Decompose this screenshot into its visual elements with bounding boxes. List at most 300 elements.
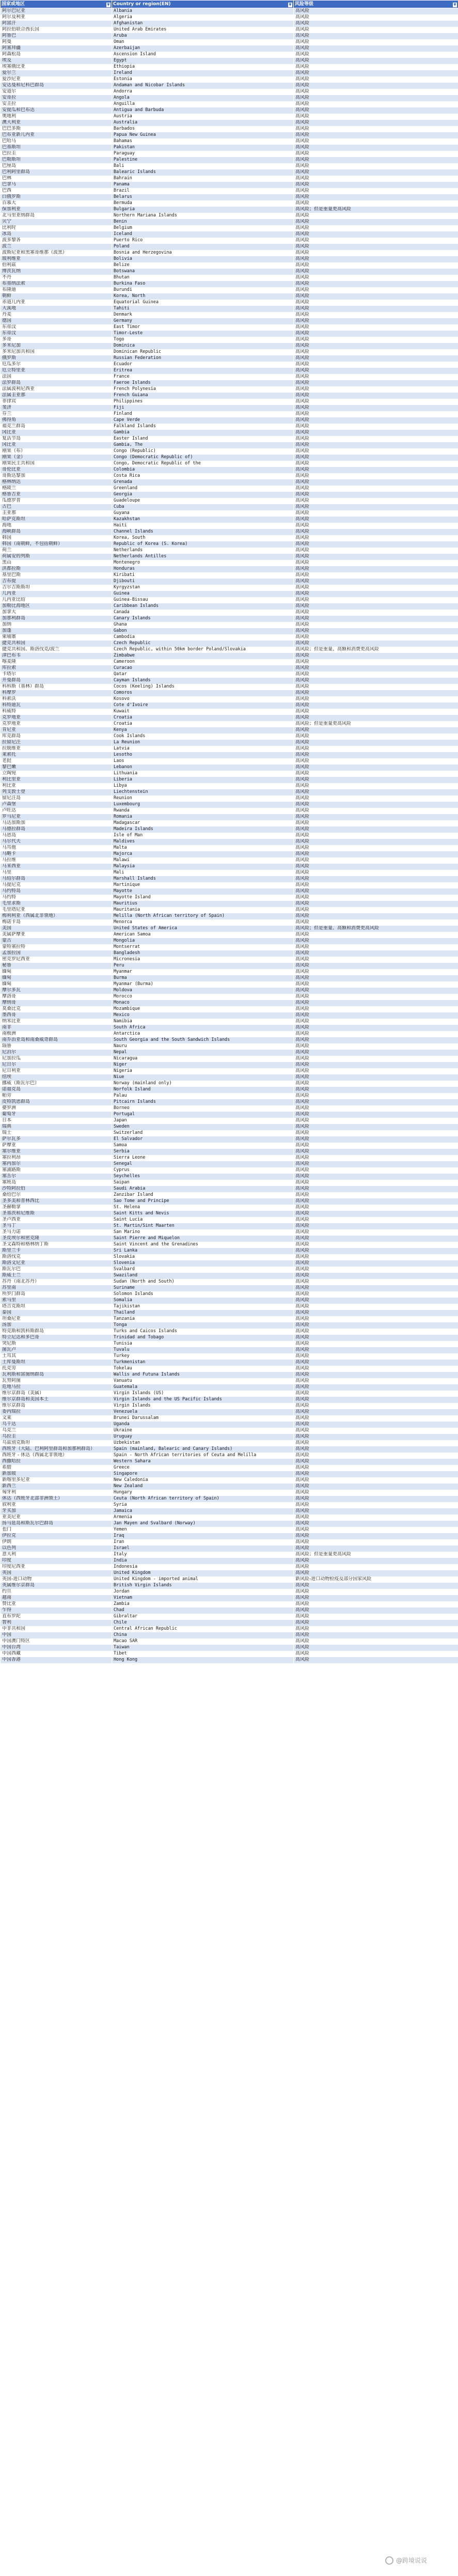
cell-country-en[interactable]: Latvia [112, 746, 294, 752]
cell-country-zh[interactable]: 中国香港 [1, 1657, 112, 1663]
cell-country-en[interactable]: Faeroe Islands [112, 380, 294, 386]
cell-country-en[interactable]: Netherlands [112, 548, 294, 554]
cell-country-zh[interactable]: 圣多美和普林西比 [1, 1198, 112, 1205]
cell-country-zh[interactable]: 加勒比海地区 [1, 603, 112, 610]
cell-country-zh[interactable]: 安达曼和尼科巴群岛 [1, 83, 112, 89]
cell-country-en[interactable]: Philippines [112, 399, 294, 405]
cell-risk-level[interactable]: 高风险 [294, 188, 458, 194]
cell-country-zh[interactable]: 尼泊尔 [1, 1050, 112, 1056]
cell-country-zh[interactable]: 加拿大 [1, 610, 112, 616]
cell-country-en[interactable]: Norfolk Island [112, 1087, 294, 1093]
cell-country-zh[interactable]: 安哥拉 [1, 95, 112, 101]
cell-country-en[interactable]: South Africa [112, 1025, 294, 1031]
cell-risk-level[interactable]: 高风险 [294, 1062, 458, 1068]
cell-country-zh[interactable]: 马里 [1, 870, 112, 876]
cell-country-zh[interactable]: 尼日尔 [1, 1062, 112, 1068]
cell-country-en[interactable]: India [112, 1558, 294, 1564]
cell-country-zh[interactable]: 中国澳门特区 [1, 1638, 112, 1645]
cell-risk-level[interactable]: 高风险 [294, 1019, 458, 1025]
cell-risk-level[interactable]: 高风险 [294, 1143, 458, 1149]
cell-country-zh[interactable]: 马约特岛 [1, 888, 112, 895]
cell-country-zh[interactable]: 乌拉圭 [1, 1434, 112, 1440]
cell-country-en[interactable]: Nicaragua [112, 1056, 294, 1062]
cell-country-zh[interactable]: 危地马拉 [1, 1384, 112, 1391]
cell-risk-level[interactable]: 高风险；但是重量更高风险 [294, 207, 458, 213]
cell-country-zh[interactable]: 洪都拉斯 [1, 566, 112, 572]
cell-risk-level[interactable]: 高风险 [294, 504, 458, 510]
cell-country-zh[interactable]: 波斯尼亚和黑塞哥维那（波黑） [1, 250, 112, 256]
cell-country-zh[interactable]: 中国 [1, 1632, 112, 1638]
cell-risk-level[interactable]: 高风险 [294, 312, 458, 318]
cell-risk-level[interactable]: 高风险 [294, 529, 458, 535]
cell-country-zh[interactable]: 丹麦 [1, 312, 112, 318]
cell-risk-level[interactable]: 高风险 [294, 33, 458, 39]
cell-country-zh[interactable]: 乌兹别克斯坦 [1, 1440, 112, 1446]
cell-risk-level[interactable]: 高风险 [294, 808, 458, 814]
cell-country-zh[interactable]: 博茨瓦纳 [1, 269, 112, 275]
cell-risk-level[interactable]: 高风险 [294, 194, 458, 200]
cell-country-zh[interactable]: 马恩岛 [1, 833, 112, 839]
cell-country-en[interactable]: Saipan [112, 1180, 294, 1186]
cell-country-en[interactable]: Easter Island [112, 436, 294, 442]
cell-risk-level[interactable]: 高风险 [294, 517, 458, 523]
cell-country-en[interactable]: Pitcairn Islands [112, 1099, 294, 1105]
cell-risk-level[interactable]: 高风险 [294, 269, 458, 275]
cell-country-en[interactable]: Falkland Islands [112, 424, 294, 430]
cell-country-zh[interactable]: 毛里求斯 [1, 901, 112, 907]
cell-country-en[interactable]: Palestine [112, 157, 294, 163]
cell-country-zh[interactable]: 圣马力诺 [1, 1229, 112, 1236]
cell-risk-level[interactable]: 高风险 [294, 882, 458, 888]
cell-country-en[interactable]: Syria [112, 1502, 294, 1508]
cell-country-zh[interactable]: 希腊 [1, 1465, 112, 1471]
cell-country-en[interactable]: Portugal [112, 1112, 294, 1118]
cell-country-en[interactable]: Ascension Island [112, 52, 294, 58]
cell-country-en[interactable]: Brazil [112, 188, 294, 194]
cell-country-zh[interactable]: 老挝 [1, 758, 112, 764]
cell-country-zh[interactable]: 密克罗尼西亚 [1, 957, 112, 963]
cell-country-zh[interactable]: 澳大利亚 [1, 120, 112, 126]
cell-country-en[interactable]: Ukraine [112, 1428, 294, 1434]
cell-risk-level[interactable]: 高风险 [294, 684, 458, 690]
cell-country-zh[interactable]: 维尔京群岛和美国本土 [1, 1397, 112, 1403]
cell-risk-level[interactable]: 高风险 [294, 8, 458, 15]
cell-country-zh[interactable]: 意大利 [1, 1552, 112, 1558]
cell-country-zh[interactable]: 津巴布韦 [1, 653, 112, 659]
cell-country-en[interactable]: Gambia [112, 430, 294, 436]
cell-country-zh[interactable]: 吉布提 [1, 579, 112, 585]
cell-country-zh[interactable]: 瑞士 [1, 1130, 112, 1136]
cell-country-en[interactable]: Guyana [112, 510, 294, 517]
cell-country-en[interactable]: Togo [112, 337, 294, 343]
cell-country-en[interactable]: San Marino [112, 1229, 294, 1236]
cell-country-zh[interactable]: 以色列 [1, 1545, 112, 1552]
cell-country-en[interactable]: Sweden [112, 1124, 294, 1130]
cell-country-zh[interactable]: 特立尼达和多巴哥 [1, 1335, 112, 1341]
cell-country-en[interactable]: Ecuador [112, 362, 294, 368]
cell-country-zh[interactable]: 格鲁吉亚 [1, 492, 112, 498]
cell-risk-level[interactable]: 高风险 [294, 1322, 458, 1329]
cell-country-zh[interactable]: 瑞典 [1, 1124, 112, 1130]
cell-country-zh[interactable]: 荷属安的列斯 [1, 554, 112, 560]
cell-risk-level[interactable]: 高风险 [294, 857, 458, 864]
cell-country-zh[interactable]: 圣基茨和尼维斯 [1, 1211, 112, 1217]
cell-risk-level[interactable]: 高风险 [294, 1620, 458, 1626]
cell-country-en[interactable]: Mayotte Island [112, 895, 294, 901]
cell-country-en[interactable]: Macao SAR [112, 1638, 294, 1645]
cell-country-en[interactable]: Iceland [112, 231, 294, 238]
cell-country-en[interactable]: Malawi [112, 857, 294, 864]
cell-country-zh[interactable]: 巴勒斯坦 [1, 157, 112, 163]
cell-country-en[interactable]: Switzerland [112, 1130, 294, 1136]
cell-country-en[interactable]: Kyrgyzstan [112, 585, 294, 591]
cell-risk-level[interactable]: 高风险 [294, 1428, 458, 1434]
cell-country-en[interactable]: Vietnam [112, 1595, 294, 1601]
cell-country-zh[interactable]: 马提尼克 [1, 882, 112, 888]
cell-country-zh[interactable]: 摩洛哥 [1, 994, 112, 1000]
cell-country-zh[interactable]: 阿富汗 [1, 21, 112, 27]
cell-country-en[interactable]: Cocos (Keeling) Islands [112, 684, 294, 690]
cell-country-zh[interactable]: 乍得 [1, 1607, 112, 1614]
cell-risk-level[interactable]: 高风险 [294, 1217, 458, 1223]
cell-country-zh[interactable]: 也门 [1, 1527, 112, 1533]
cell-country-zh[interactable]: 多哥 [1, 337, 112, 343]
cell-country-zh[interactable]: 刚果民主共和国 [1, 461, 112, 467]
cell-risk-level[interactable]: 高风险 [294, 424, 458, 430]
cell-risk-level[interactable]: 高风险 [294, 510, 458, 517]
cell-country-en[interactable]: Armenia [112, 1515, 294, 1521]
cell-country-zh[interactable]: 中国台湾 [1, 1645, 112, 1651]
cell-country-en[interactable]: Estonia [112, 76, 294, 83]
cell-country-zh[interactable]: 哥斯达黎加 [1, 473, 112, 479]
cell-country-en[interactable]: Zambia [112, 1601, 294, 1607]
cell-risk-level[interactable]: 高风险 [294, 1056, 458, 1062]
cell-risk-level[interactable]: 高风险 [294, 641, 458, 647]
cell-risk-level[interactable]: 高风险 [294, 83, 458, 89]
cell-country-en[interactable]: Myanmar (Burma) [112, 981, 294, 988]
cell-country-zh[interactable]: 萨尔瓦多 [1, 1136, 112, 1143]
cell-risk-level[interactable]: 高风险 [294, 740, 458, 746]
cell-country-en[interactable]: Canary Islands [112, 616, 294, 622]
cell-risk-level[interactable]: 高风险 [294, 219, 458, 225]
cell-country-zh[interactable]: 巴布亚新几内亚 [1, 132, 112, 138]
cell-country-zh[interactable]: 法国 [1, 374, 112, 380]
cell-country-en[interactable]: Netherlands Antilles [112, 554, 294, 560]
cell-country-zh[interactable]: 阿尔巴尼亚 [1, 8, 112, 15]
cell-risk-level[interactable]: 高风险 [294, 1223, 458, 1229]
cell-country-zh[interactable]: 赞比亚 [1, 1601, 112, 1607]
cell-risk-level[interactable]: 高风险 [294, 1136, 458, 1143]
cell-country-zh[interactable]: 叙利亚 [1, 1502, 112, 1508]
cell-country-zh[interactable]: 朝鲜 [1, 293, 112, 300]
cell-country-en[interactable]: Turkmenistan [112, 1360, 294, 1366]
cell-country-zh[interactable]: 瓜德罗普 [1, 498, 112, 504]
cell-risk-level[interactable]: 高风险 [294, 176, 458, 182]
cell-country-zh[interactable]: 斯洛伐克 [1, 1254, 112, 1260]
cell-country-en[interactable]: Tunisia [112, 1341, 294, 1347]
cell-country-en[interactable]: Swaziland [112, 1273, 294, 1279]
cell-country-en[interactable]: Bahrain [112, 176, 294, 182]
cell-country-zh[interactable]: 印度尼西亚 [1, 1564, 112, 1570]
cell-risk-level[interactable]: 高风险 [294, 876, 458, 882]
cell-risk-level[interactable]: 高风险 [294, 1285, 458, 1291]
cell-country-zh[interactable]: 克罗地亚 [1, 721, 112, 727]
cell-country-zh[interactable]: 巴基斯坦 [1, 145, 112, 151]
cell-country-zh[interactable]: 佛得角 [1, 417, 112, 424]
cell-country-en[interactable]: Korea, North [112, 293, 294, 300]
cell-country-zh[interactable]: 图瓦卢 [1, 1347, 112, 1353]
cell-risk-level[interactable]: 高风险 [294, 1074, 458, 1081]
cell-country-zh[interactable]: 冈比亚 [1, 442, 112, 448]
cell-risk-level[interactable]: 高风险 [294, 963, 458, 969]
cell-risk-level[interactable]: 高风险 [294, 1031, 458, 1037]
cell-country-en[interactable]: Caribbean Islands [112, 603, 294, 610]
cell-country-en[interactable]: Somalia [112, 1298, 294, 1304]
cell-risk-level[interactable]: 高风险 [294, 1570, 458, 1576]
cell-country-zh[interactable]: 库拉索 [1, 665, 112, 672]
cell-country-zh[interactable]: 亚美尼亚 [1, 1515, 112, 1521]
cell-country-en[interactable]: Comoros [112, 690, 294, 696]
cell-country-en[interactable]: Guinea [112, 591, 294, 597]
cell-risk-level[interactable]: 高风险 [294, 362, 458, 368]
cell-country-en[interactable]: Bahamas [112, 138, 294, 145]
cell-country-zh[interactable]: 科科斯（基林）群岛 [1, 684, 112, 690]
cell-country-zh[interactable]: 波多黎各 [1, 238, 112, 244]
cell-country-zh[interactable]: 海峡群岛 [1, 529, 112, 535]
cell-country-en[interactable]: Bangladesh [112, 950, 294, 957]
cell-country-en[interactable]: Pakistan [112, 145, 294, 151]
cell-risk-level[interactable]: 高风险 [294, 1465, 458, 1471]
cell-risk-level[interactable]: 高风险 [294, 58, 458, 64]
cell-risk-level[interactable]: 高风险 [294, 795, 458, 802]
cell-risk-level[interactable]: 高风险 [294, 1471, 458, 1477]
cell-country-en[interactable]: Nauru [112, 1043, 294, 1050]
cell-risk-level[interactable]: 高风险 [294, 393, 458, 399]
cell-risk-level[interactable]: 高风险 [294, 145, 458, 151]
cell-country-en[interactable]: Slovakia [112, 1254, 294, 1260]
cell-risk-level[interactable]: 高风险 [294, 1353, 458, 1360]
cell-country-en[interactable]: Taiwan [112, 1645, 294, 1651]
cell-country-zh[interactable]: 韩国（南朝鲜，不包括朝鲜） [1, 541, 112, 548]
cell-country-zh[interactable]: 白俄罗斯 [1, 194, 112, 200]
cell-country-en[interactable]: Madeira Islands [112, 826, 294, 833]
cell-country-zh[interactable]: 克罗地亚 [1, 715, 112, 721]
cell-country-en[interactable]: Afghanistan [112, 21, 294, 27]
cell-risk-level[interactable]: 高风险 [294, 981, 458, 988]
cell-country-en[interactable]: Iraq [112, 1533, 294, 1539]
cell-risk-level[interactable]: 高风险 [294, 1093, 458, 1099]
cell-country-en[interactable]: Borneo [112, 1105, 294, 1112]
cell-country-zh[interactable]: 科威特 [1, 709, 112, 715]
cell-risk-level[interactable]: 高风险 [294, 281, 458, 287]
cell-risk-level[interactable]: 高风险 [294, 932, 458, 938]
cell-risk-level[interactable]: 高风险 [294, 306, 458, 312]
cell-risk-level[interactable]: 高风险 [294, 1558, 458, 1564]
cell-country-zh[interactable]: 圣马丁 [1, 1223, 112, 1229]
cell-risk-level[interactable]: 高风险 [294, 1453, 458, 1459]
cell-risk-level[interactable]: 高风险 [294, 727, 458, 733]
cell-country-en[interactable]: Romania [112, 814, 294, 820]
cell-country-zh[interactable]: 格林纳达 [1, 479, 112, 486]
cell-risk-level[interactable]: 高风险 [294, 45, 458, 52]
cell-country-en[interactable]: Kosovo [112, 696, 294, 702]
cell-country-zh[interactable]: 缅甸 [1, 981, 112, 988]
cell-risk-level[interactable]: 高风险 [294, 653, 458, 659]
cell-risk-level[interactable]: 高风险 [294, 820, 458, 826]
cell-country-en[interactable]: Kiribati [112, 572, 294, 579]
cell-country-zh[interactable]: 加纳 [1, 622, 112, 628]
cell-country-zh[interactable]: 圣赫勒拿 [1, 1205, 112, 1211]
cell-country-zh[interactable]: 巴利阿里群岛 [1, 169, 112, 176]
cell-country-en[interactable]: Montenegro [112, 560, 294, 566]
cell-country-en[interactable]: Senegal [112, 1161, 294, 1167]
cell-country-en[interactable]: Guatemala [112, 1384, 294, 1391]
cell-country-zh[interactable]: 大溪地 [1, 306, 112, 312]
cell-country-zh[interactable]: 巴拿马 [1, 182, 112, 188]
cell-country-en[interactable]: Cayman Islands [112, 678, 294, 684]
cell-country-zh[interactable]: 菲律宾 [1, 399, 112, 405]
cell-country-zh[interactable]: 喀麦隆 [1, 659, 112, 665]
cell-risk-level[interactable]: 高风险 [294, 337, 458, 343]
cell-risk-level[interactable]: 高风险 [294, 455, 458, 461]
cell-risk-level[interactable]: 高风险；但是重量、高额和消费更高风险 [294, 647, 458, 653]
cell-country-zh[interactable]: 中国西藏 [1, 1651, 112, 1657]
cell-country-en[interactable]: Germany [112, 318, 294, 324]
cell-country-en[interactable]: Mongolia [112, 938, 294, 944]
cell-country-zh[interactable]: 冈比亚 [1, 430, 112, 436]
cell-risk-level[interactable]: 高风险 [294, 628, 458, 634]
cell-country-en[interactable]: Tonga [112, 1322, 294, 1329]
cell-country-zh[interactable]: 马耳他 [1, 845, 112, 851]
cell-country-en[interactable]: Ethiopia [112, 64, 294, 70]
cell-risk-level[interactable]: 高风险 [294, 238, 458, 244]
cell-country-en[interactable]: Vanuatu [112, 1378, 294, 1384]
cell-risk-level[interactable]: 高风险 [294, 1360, 458, 1366]
cell-risk-level[interactable]: 高风险 [294, 715, 458, 721]
cell-risk-level[interactable]: 高风险 [294, 89, 458, 95]
cell-risk-level[interactable]: 高风险 [294, 585, 458, 591]
cell-country-zh[interactable]: 乌干达 [1, 1422, 112, 1428]
cell-country-zh[interactable]: 巴西 [1, 188, 112, 194]
cell-risk-level[interactable]: 高风险 [294, 1484, 458, 1490]
cell-country-en[interactable]: Bolivia [112, 256, 294, 262]
cell-risk-level[interactable]: 高风险 [294, 368, 458, 374]
cell-country-en[interactable]: Saint Lucia [112, 1217, 294, 1223]
cell-country-en[interactable]: Cambodia [112, 634, 294, 641]
cell-country-zh[interactable]: 捷克共和国 [1, 641, 112, 647]
cell-risk-level[interactable]: 高风险 [294, 603, 458, 610]
cell-country-en[interactable]: Solomon Islands [112, 1291, 294, 1298]
cell-country-zh[interactable]: 新加坡 [1, 1471, 112, 1477]
cell-country-en[interactable]: Uzbekistan [112, 1440, 294, 1446]
cell-country-en[interactable]: Cook Islands [112, 733, 294, 740]
cell-country-en[interactable]: Turks and Caicos Islands [112, 1329, 294, 1335]
cell-risk-level[interactable]: 高风险 [294, 1657, 458, 1663]
cell-risk-level[interactable]: 高风险 [294, 1496, 458, 1502]
cell-country-en[interactable]: Tokelau [112, 1366, 294, 1372]
cell-country-zh[interactable]: 布基纳法索 [1, 281, 112, 287]
cell-country-en[interactable]: Haiti [112, 523, 294, 529]
cell-risk-level[interactable]: 高风险 [294, 1012, 458, 1019]
cell-country-zh[interactable]: 卡塔尔 [1, 672, 112, 678]
cell-country-zh[interactable]: 奥地利 [1, 114, 112, 120]
cell-country-zh[interactable]: 维尔京群岛（美属） [1, 1391, 112, 1397]
cell-country-zh[interactable]: 马德拉群岛 [1, 826, 112, 833]
cell-country-zh[interactable]: 梅诺卡岛 [1, 919, 112, 926]
cell-risk-level[interactable]: 高风险 [294, 771, 458, 777]
cell-country-zh[interactable]: 斯里兰卡 [1, 1248, 112, 1254]
cell-risk-level[interactable]: 高风险 [294, 764, 458, 771]
cell-risk-level[interactable]: 高风险 [294, 39, 458, 45]
cell-country-en[interactable]: Spain (mainland, Balearic and Canary Islands) [112, 1446, 294, 1453]
cell-risk-level[interactable]: 高风险 [294, 802, 458, 808]
cell-country-en[interactable]: French Polynesia [112, 386, 294, 393]
cell-country-zh[interactable]: 斯瓦尔巴 [1, 1267, 112, 1273]
cell-risk-level[interactable]: 高风险 [294, 1260, 458, 1267]
cell-country-en[interactable]: Barbados [112, 126, 294, 132]
cell-country-zh[interactable]: 几内亚比绍 [1, 597, 112, 603]
cell-country-en[interactable]: Iran [112, 1539, 294, 1545]
cell-risk-level[interactable]: 高风险 [294, 349, 458, 355]
cell-country-en[interactable]: La Reunion [112, 740, 294, 746]
cell-country-en[interactable]: Japan [112, 1118, 294, 1124]
cell-country-en[interactable]: Montserrat [112, 944, 294, 950]
cell-country-zh[interactable]: 英属维尔京群岛 [1, 1583, 112, 1589]
cell-risk-level[interactable]: 高风险 [294, 851, 458, 857]
cell-country-zh[interactable]: 东帝汶 [1, 331, 112, 337]
cell-risk-level[interactable]: 高风险 [294, 777, 458, 783]
cell-country-zh[interactable]: 坦桑尼亚 [1, 1316, 112, 1322]
cell-country-en[interactable]: Moldova [112, 988, 294, 994]
cell-risk-level[interactable]: 高风险 [294, 163, 458, 169]
cell-risk-level[interactable]: 高风险 [294, 479, 458, 486]
cell-country-en[interactable]: Zanzibar Island [112, 1192, 294, 1198]
cell-country-en[interactable]: Dominican Republic [112, 349, 294, 355]
cell-risk-level[interactable]: 高风险 [294, 157, 458, 163]
cell-country-en[interactable]: Spain - North African territories of Ceuta and Melilla [112, 1453, 294, 1459]
cell-country-zh[interactable]: 爱尔兰 [1, 70, 112, 76]
cell-risk-level[interactable]: 高风险 [294, 355, 458, 362]
cell-country-zh[interactable]: 圭亚那 [1, 510, 112, 517]
cell-risk-level[interactable]: 高风险 [294, 374, 458, 380]
cell-country-zh[interactable]: 塞拉利昂 [1, 1155, 112, 1161]
cell-risk-level[interactable]: 高风险 [294, 126, 458, 132]
cell-risk-level[interactable]: 高风险 [294, 498, 458, 504]
cell-risk-level[interactable]: 高风险 [294, 758, 458, 764]
cell-country-zh[interactable]: 福克兰群岛 [1, 424, 112, 430]
cell-country-en[interactable]: Palau [112, 1093, 294, 1099]
cell-risk-level[interactable]: 高风险 [294, 1242, 458, 1248]
cell-country-zh[interactable]: 土库曼斯坦 [1, 1360, 112, 1366]
cell-country-zh[interactable]: 毛里塔尼亚 [1, 907, 112, 913]
cell-country-zh[interactable]: 土耳其 [1, 1353, 112, 1360]
cell-risk-level[interactable]: 高风险 [294, 1601, 458, 1607]
cell-country-en[interactable]: Italy [112, 1552, 294, 1558]
cell-country-en[interactable]: Venezuela [112, 1409, 294, 1415]
cell-country-en[interactable]: United Kingdom - imported animal [112, 1576, 294, 1583]
cell-risk-level[interactable]: 高风险 [294, 411, 458, 417]
cell-country-zh[interactable]: 布隆迪 [1, 287, 112, 293]
cell-country-zh[interactable]: 扬马延岛和斯瓦尔巴群岛 [1, 1521, 112, 1527]
cell-country-en[interactable]: Colombia [112, 467, 294, 473]
cell-country-en[interactable]: Greece [112, 1465, 294, 1471]
cell-country-en[interactable]: Eritrea [112, 368, 294, 374]
cell-country-en[interactable]: Burkina Faso [112, 281, 294, 287]
cell-country-zh[interactable]: 古巴 [1, 504, 112, 510]
cell-country-zh[interactable]: 突尼斯 [1, 1341, 112, 1347]
cell-country-en[interactable]: Timor-Leste [112, 331, 294, 337]
cell-country-en[interactable]: Melilla (North African territory of Spain) [112, 913, 294, 919]
